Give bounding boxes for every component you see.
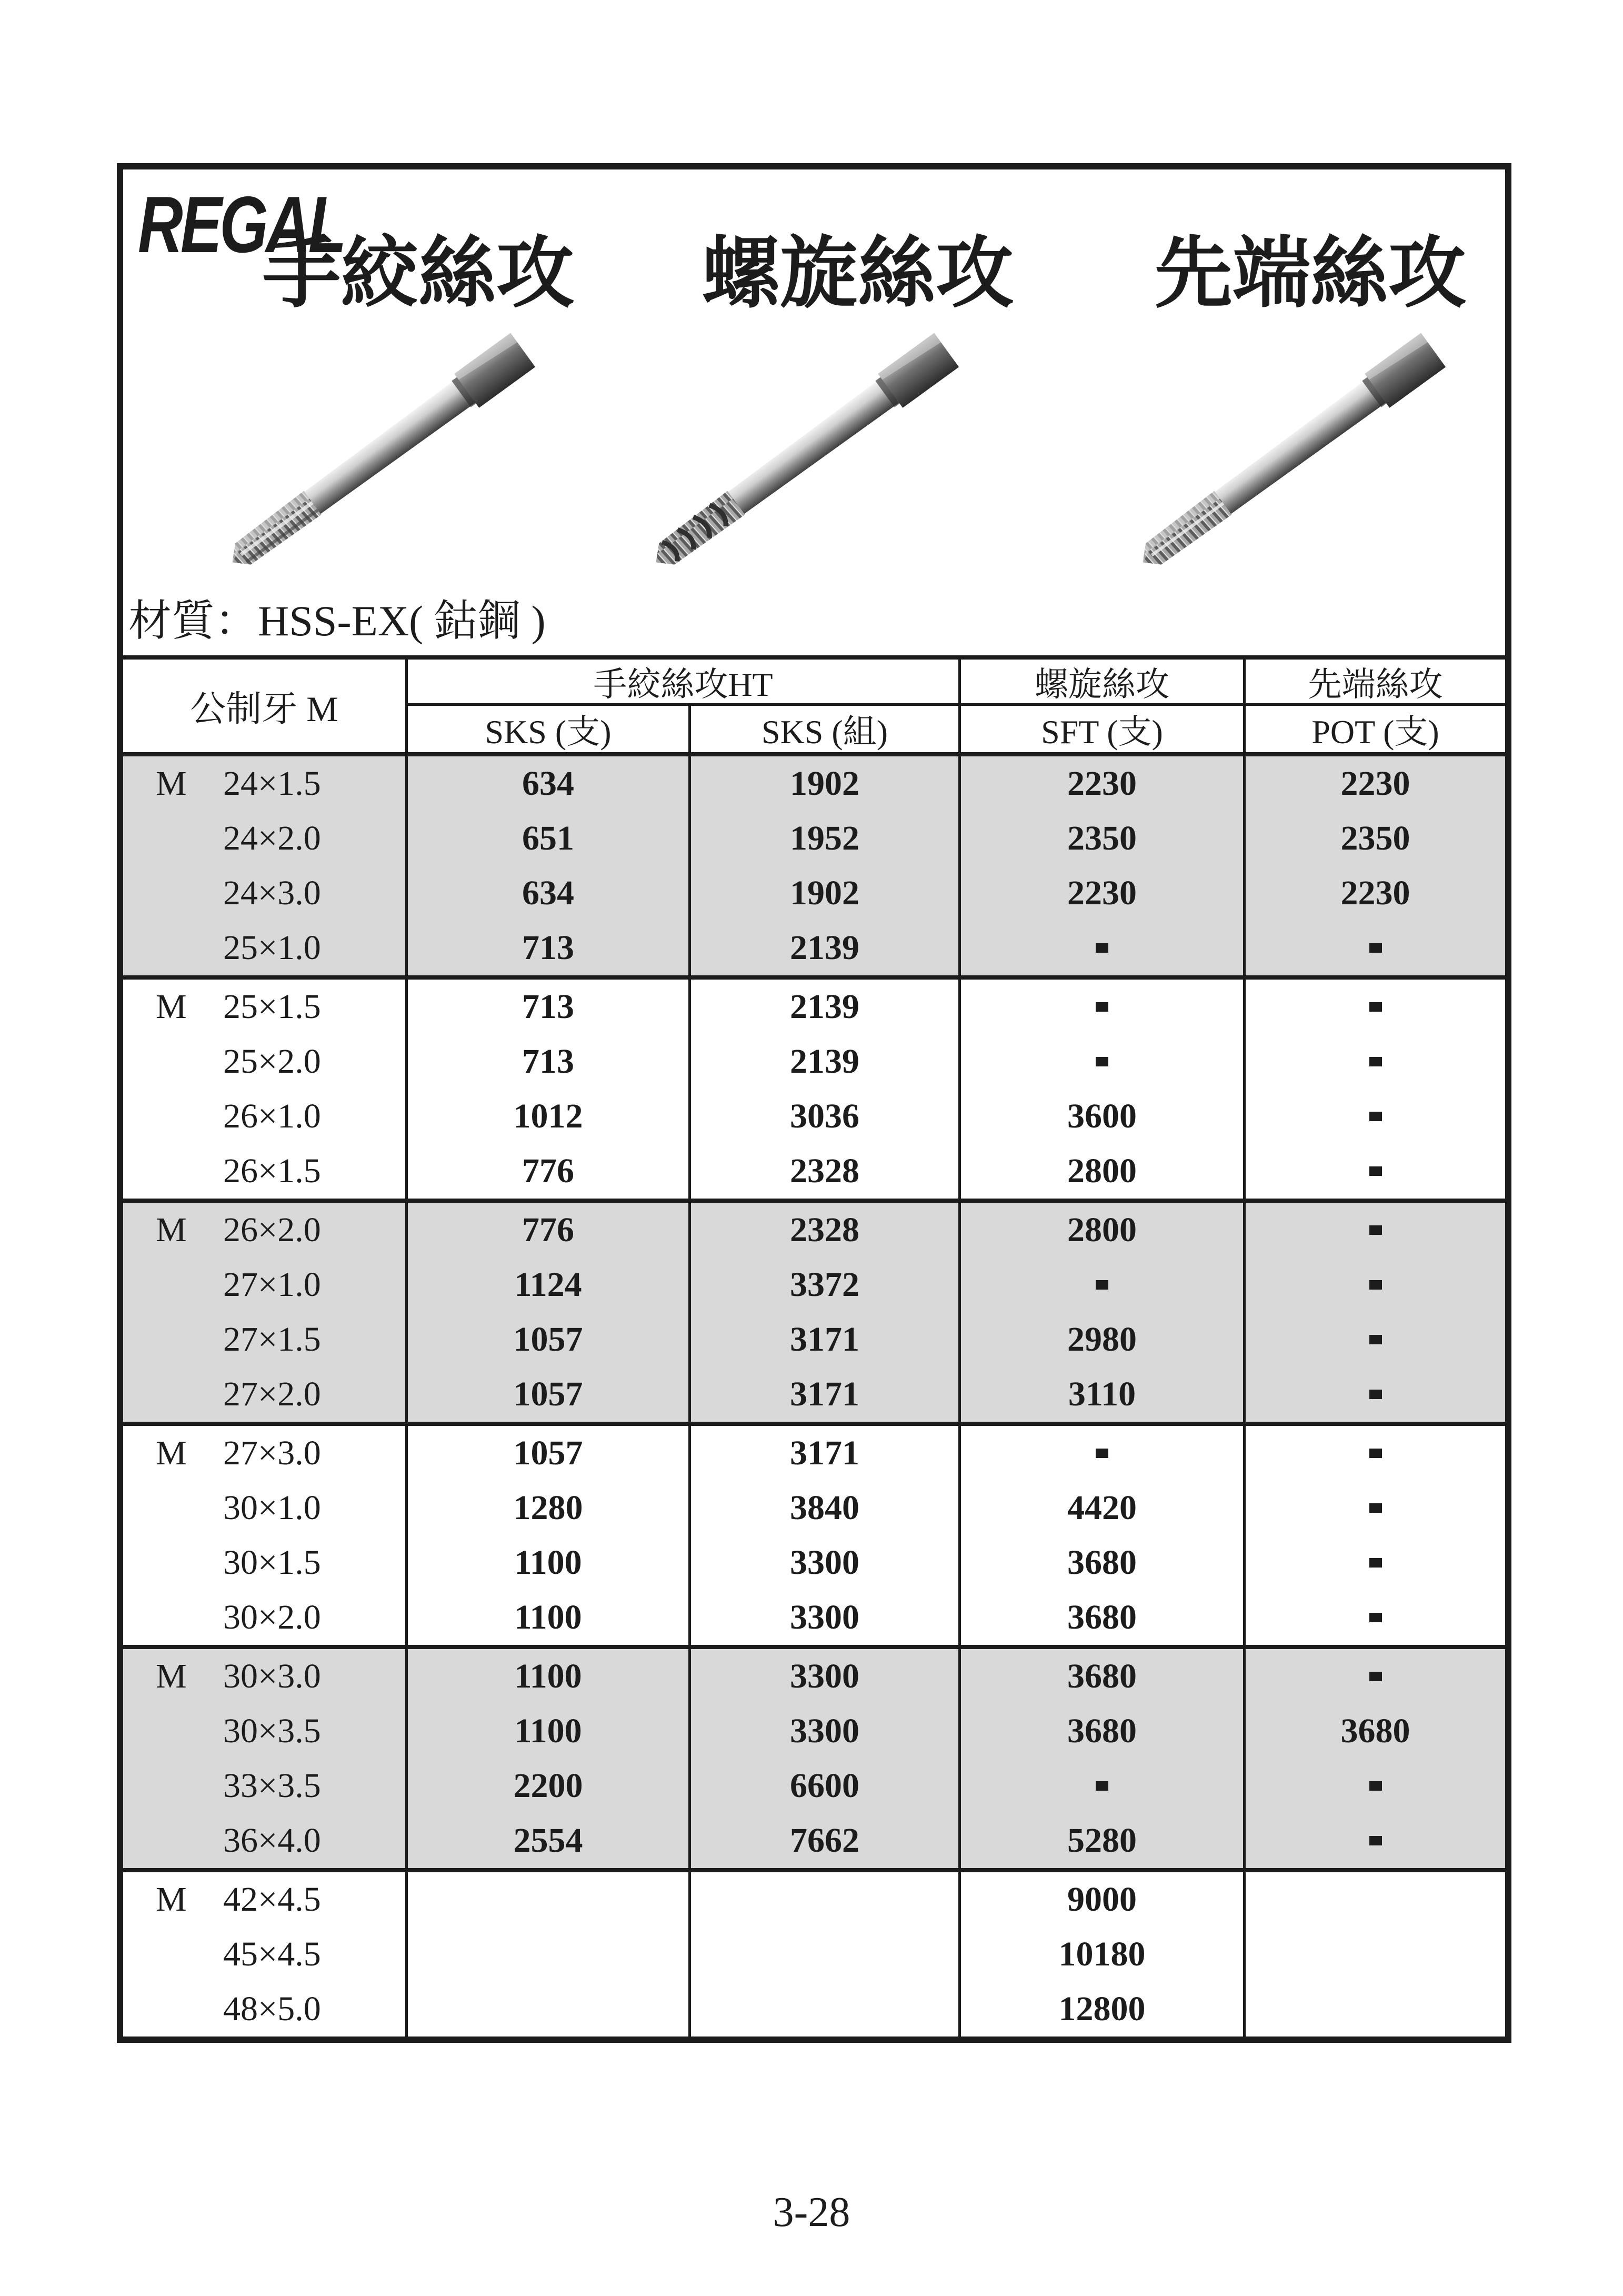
no-price-dash: [1096, 943, 1108, 953]
price-cell: [691, 1535, 958, 1590]
product-title-hand-tap: 手絞絲攻: [263, 231, 574, 317]
price-value: 2328: [790, 1211, 859, 1249]
price-cell: [691, 1649, 958, 1704]
price-value: 3680: [1067, 1657, 1137, 1695]
price-value: 2980: [1067, 1320, 1137, 1359]
size-cell: [123, 1312, 405, 1367]
pot-column: [1243, 1872, 1505, 2037]
col-header-sft-piece: SFT (支): [958, 706, 1243, 752]
price-cell: [961, 1982, 1243, 2037]
spiral-tap-photo: [616, 316, 995, 590]
size-value: 24×2.0: [223, 819, 321, 857]
no-price-dash: [1369, 1390, 1382, 1399]
size-cell: [123, 980, 405, 1034]
price-cell: [408, 980, 688, 1034]
size-value: 45×4.5: [223, 1935, 321, 1973]
price-cell: [961, 1034, 1243, 1089]
price-cell: [1246, 1089, 1505, 1144]
price-cell: [1246, 1144, 1505, 1199]
price-value: 3300: [790, 1712, 859, 1750]
price-value: 1100: [514, 1712, 582, 1750]
size-column: [123, 1426, 405, 1645]
price-cell: [961, 1312, 1243, 1367]
sks-piece-column: [405, 980, 688, 1199]
price-cell: [691, 1367, 958, 1422]
price-cell: [1246, 1704, 1505, 1759]
size-cell: [123, 1367, 405, 1422]
price-value: 3840: [790, 1489, 859, 1527]
price-cell: [691, 1872, 958, 1927]
size-cell: [123, 1813, 405, 1868]
sks-set-column: [688, 756, 958, 975]
size-value: 26×1.0: [223, 1097, 321, 1135]
price-cell: [691, 921, 958, 975]
price-value: 3680: [1067, 1543, 1137, 1582]
price-value: 3171: [790, 1434, 859, 1472]
price-cell: [961, 1481, 1243, 1535]
product-title-spiral-tap: 螺旋絲攻: [702, 231, 1014, 317]
price-cell: [961, 1426, 1243, 1481]
size-cell: [123, 866, 405, 921]
price-value: 1012: [513, 1097, 583, 1135]
price-cell: [1246, 1535, 1505, 1590]
price-cell: [1246, 811, 1505, 866]
price-cell: [961, 1089, 1243, 1144]
price-cell: [961, 1649, 1243, 1704]
price-value: 634: [522, 764, 574, 803]
size-column: [123, 980, 405, 1199]
table-body: [123, 752, 1505, 2037]
price-cell: [691, 1590, 958, 1645]
price-value: 5280: [1067, 1821, 1137, 1860]
price-value: 9000: [1067, 1880, 1137, 1919]
size-cell: [123, 1203, 405, 1257]
table-group-4: [123, 1422, 1505, 1645]
pot-column: [1243, 1203, 1505, 1422]
price-value: 713: [522, 929, 574, 967]
price-cell: [408, 1367, 688, 1422]
no-price-dash: [1369, 1335, 1382, 1344]
price-value: 634: [522, 874, 574, 912]
price-value: 1902: [790, 874, 859, 912]
price-cell: [1246, 1872, 1505, 1927]
size-cell: [123, 756, 405, 811]
size-column: [123, 1649, 405, 1868]
product-title-point-tap: 先端絲攻: [1155, 231, 1466, 317]
price-value: 2230: [1340, 764, 1410, 803]
no-price-dash: [1096, 1781, 1108, 1791]
price-value: 1124: [514, 1265, 582, 1304]
material-label: 材質：HSS-EX( 鈷鋼 ): [128, 597, 546, 645]
size-value: 24×1.5: [223, 764, 321, 803]
price-value: 1057: [513, 1320, 583, 1359]
table-group-3: [123, 1199, 1505, 1422]
sft-column: [958, 1649, 1243, 1868]
size-cell: [123, 1535, 405, 1590]
no-price-dash: [1369, 1449, 1382, 1458]
price-cell: [408, 1203, 688, 1257]
sft-column: [958, 1203, 1243, 1422]
size-cell: [123, 1927, 405, 1982]
size-cell: [123, 1257, 405, 1312]
price-value: 3300: [790, 1657, 859, 1695]
sks-piece-column: [405, 1872, 688, 2037]
metric-prefix: M: [156, 1211, 187, 1249]
price-value: 1100: [514, 1543, 582, 1582]
size-column: [123, 756, 405, 975]
price-value: 2230: [1067, 764, 1137, 803]
price-value: 2200: [513, 1766, 583, 1805]
sft-column: [958, 1426, 1243, 1645]
sks-set-column: [688, 1649, 958, 1868]
price-cell: [1246, 1312, 1505, 1367]
header-section: [123, 169, 1505, 655]
price-cell: [691, 1813, 958, 1868]
size-value: 48×5.0: [223, 1990, 321, 2028]
col-header-hand-tap-ht: 手絞絲攻HT: [405, 660, 958, 706]
price-value: 3110: [1068, 1375, 1136, 1413]
size-value: 30×2.0: [223, 1598, 321, 1636]
price-cell: [408, 1927, 688, 1982]
price-cell: [408, 1813, 688, 1868]
price-value: 1952: [790, 819, 859, 857]
size-value: 25×2.0: [223, 1042, 321, 1081]
price-cell: [1246, 1813, 1505, 1868]
price-cell: [691, 1203, 958, 1257]
price-value: 2139: [790, 1042, 859, 1081]
price-value: 6600: [790, 1766, 859, 1805]
price-value: 776: [522, 1211, 574, 1249]
price-cell: [961, 1535, 1243, 1590]
price-value: 2139: [790, 929, 859, 967]
price-cell: [691, 1089, 958, 1144]
content-frame: [117, 163, 1511, 2043]
no-price-dash: [1369, 1613, 1382, 1622]
price-cell: [408, 1872, 688, 1927]
price-value: 3680: [1067, 1712, 1137, 1750]
price-cell: [1246, 1034, 1505, 1089]
price-cell: [961, 1203, 1243, 1257]
price-value: 1100: [514, 1657, 582, 1695]
price-cell: [408, 1089, 688, 1144]
price-cell: [961, 1704, 1243, 1759]
size-cell: [123, 1481, 405, 1535]
sks-piece-column: [405, 1203, 688, 1422]
sks-piece-column: [405, 1649, 688, 1868]
no-price-dash: [1369, 1002, 1382, 1012]
col-header-point-tap: 先端絲攻: [1243, 660, 1505, 706]
size-value: 36×4.0: [223, 1821, 321, 1860]
pot-column: [1243, 980, 1505, 1199]
page-number: 3-28: [773, 2189, 850, 2235]
price-cell: [1246, 980, 1505, 1034]
price-cell: [408, 1426, 688, 1481]
price-value: 713: [522, 1042, 574, 1081]
col-header-spiral-tap: 螺旋絲攻: [958, 660, 1243, 706]
price-cell: [691, 1759, 958, 1813]
price-cell: [961, 1759, 1243, 1813]
col-header-sks-set: SKS (組): [688, 706, 958, 752]
price-table: [123, 655, 1505, 2037]
size-value: 27×3.0: [223, 1434, 321, 1472]
price-value: 3171: [790, 1375, 859, 1413]
col-header-sks-piece: SKS (支): [405, 706, 688, 752]
size-cell: [123, 1034, 405, 1089]
price-cell: [961, 1367, 1243, 1422]
no-price-dash: [1369, 1166, 1382, 1176]
price-cell: [691, 1704, 958, 1759]
size-value: 27×1.0: [223, 1265, 321, 1304]
price-cell: [691, 811, 958, 866]
price-value: 776: [522, 1152, 574, 1190]
price-value: 7662: [790, 1821, 859, 1860]
table-group-1: [123, 752, 1505, 975]
price-cell: [961, 921, 1243, 975]
no-price-dash: [1369, 1781, 1382, 1791]
price-cell: [691, 1257, 958, 1312]
price-cell: [691, 1144, 958, 1199]
price-cell: [691, 1481, 958, 1535]
price-cell: [691, 1927, 958, 1982]
size-cell: [123, 811, 405, 866]
size-value: 33×3.5: [223, 1766, 321, 1805]
size-value: 42×4.5: [223, 1880, 321, 1919]
price-cell: [1246, 1649, 1505, 1704]
price-value: 2230: [1067, 874, 1137, 912]
price-cell: [691, 756, 958, 811]
metric-prefix: M: [156, 1657, 187, 1695]
price-cell: [1246, 866, 1505, 921]
price-cell: [1246, 1203, 1505, 1257]
price-value: 2554: [513, 1821, 583, 1860]
table-group-5: [123, 1645, 1505, 1868]
price-value: 713: [522, 987, 574, 1026]
price-value: 2800: [1067, 1211, 1137, 1249]
metric-prefix: M: [156, 1880, 187, 1919]
price-cell: [408, 1034, 688, 1089]
no-price-dash: [1369, 1503, 1382, 1513]
price-cell: [961, 756, 1243, 811]
price-cell: [691, 1312, 958, 1367]
price-cell: [408, 1704, 688, 1759]
price-cell: [961, 811, 1243, 866]
price-cell: [408, 1535, 688, 1590]
size-value: 25×1.0: [223, 929, 321, 967]
price-cell: [408, 921, 688, 975]
price-value: 12800: [1058, 1990, 1146, 2028]
hand-tap-photo: [192, 316, 571, 590]
no-price-dash: [1096, 1002, 1108, 1012]
price-cell: [961, 1590, 1243, 1645]
price-cell: [408, 1144, 688, 1199]
sft-column: [958, 980, 1243, 1199]
col-header-metric-size: 公制牙 M: [190, 688, 338, 729]
price-cell: [1246, 1927, 1505, 1982]
price-cell: [691, 1034, 958, 1089]
sft-column: [958, 1872, 1243, 2037]
no-price-dash: [1369, 943, 1382, 953]
pot-column: [1243, 756, 1505, 975]
sks-piece-column: [405, 756, 688, 975]
pot-column: [1243, 1649, 1505, 1868]
price-value: 2350: [1067, 819, 1137, 857]
size-value: 27×2.0: [223, 1375, 321, 1413]
sks-piece-column: [405, 1426, 688, 1645]
no-price-dash: [1369, 1280, 1382, 1290]
price-cell: [961, 1927, 1243, 1982]
price-value: 1280: [513, 1489, 583, 1527]
price-cell: [408, 1759, 688, 1813]
no-price-dash: [1369, 1672, 1382, 1681]
size-cell: [123, 1426, 405, 1481]
price-cell: [1246, 1759, 1505, 1813]
price-value: 3036: [790, 1097, 859, 1135]
size-column: [123, 1872, 405, 2037]
price-value: 651: [522, 819, 574, 857]
price-cell: [408, 1481, 688, 1535]
price-cell: [408, 1590, 688, 1645]
price-value: 2328: [790, 1152, 859, 1190]
sks-set-column: [688, 1426, 958, 1645]
price-value: 2230: [1340, 874, 1410, 912]
price-value: 4420: [1067, 1489, 1137, 1527]
price-value: 3372: [790, 1265, 859, 1304]
size-value: 26×2.0: [223, 1211, 321, 1249]
price-cell: [1246, 1367, 1505, 1422]
price-cell: [691, 1426, 958, 1481]
price-cell: [408, 811, 688, 866]
size-cell: [123, 1089, 405, 1144]
price-value: 3680: [1340, 1712, 1410, 1750]
price-cell: [961, 1144, 1243, 1199]
price-value: 10180: [1058, 1935, 1146, 1973]
price-cell: [961, 866, 1243, 921]
size-value: 30×1.5: [223, 1543, 321, 1582]
sks-set-column: [688, 1872, 958, 2037]
price-cell: [961, 1257, 1243, 1312]
no-price-dash: [1369, 1558, 1382, 1568]
price-cell: [1246, 756, 1505, 811]
size-cell: [123, 1704, 405, 1759]
no-price-dash: [1096, 1280, 1108, 1290]
price-cell: [961, 1813, 1243, 1868]
price-cell: [1246, 1982, 1505, 2037]
price-value: 1902: [790, 764, 859, 803]
size-value: 30×3.0: [223, 1657, 321, 1695]
no-price-dash: [1096, 1449, 1108, 1458]
price-value: 3171: [790, 1320, 859, 1359]
point-tap-photo: [1103, 316, 1481, 590]
size-value: 26×1.5: [223, 1152, 321, 1190]
price-cell: [1246, 1257, 1505, 1312]
metric-prefix: M: [156, 1434, 187, 1472]
sft-column: [958, 756, 1243, 975]
price-value: 3680: [1067, 1598, 1137, 1636]
pot-column: [1243, 1426, 1505, 1645]
price-cell: [961, 980, 1243, 1034]
price-value: 2139: [790, 987, 859, 1026]
size-value: 24×3.0: [223, 874, 321, 912]
metric-prefix: M: [156, 987, 187, 1026]
price-cell: [408, 1312, 688, 1367]
price-value: 2350: [1340, 819, 1410, 857]
price-cell: [408, 1982, 688, 2037]
size-column: [123, 1203, 405, 1422]
price-cell: [408, 756, 688, 811]
no-price-dash: [1369, 1112, 1382, 1121]
size-value: 30×1.0: [223, 1489, 321, 1527]
no-price-dash: [1369, 1225, 1382, 1235]
size-value: 30×3.5: [223, 1712, 321, 1750]
table-group-2: [123, 975, 1505, 1199]
price-cell: [1246, 1426, 1505, 1481]
price-cell: [408, 866, 688, 921]
size-value: 25×1.5: [223, 987, 321, 1026]
price-cell: [1246, 1590, 1505, 1645]
col-header-pot-piece: POT (支): [1243, 706, 1505, 752]
price-value: 2800: [1067, 1152, 1137, 1190]
size-cell: [123, 1144, 405, 1199]
price-cell: [1246, 1481, 1505, 1535]
sks-set-column: [688, 1203, 958, 1422]
price-cell: [691, 866, 958, 921]
price-cell: [1246, 921, 1505, 975]
price-cell: [691, 1982, 958, 2037]
no-price-dash: [1369, 1057, 1382, 1066]
price-cell: [691, 980, 958, 1034]
table-group-6: [123, 1868, 1505, 2037]
size-cell: [123, 1649, 405, 1704]
size-cell: [123, 1982, 405, 2037]
price-cell: [408, 1649, 688, 1704]
size-value: 27×1.5: [223, 1320, 321, 1359]
price-value: 3600: [1067, 1097, 1137, 1135]
price-cell: [961, 1872, 1243, 1927]
no-price-dash: [1369, 1836, 1382, 1845]
metric-prefix: M: [156, 764, 187, 803]
price-value: 1100: [514, 1598, 582, 1636]
size-cell: [123, 1590, 405, 1645]
size-cell: [123, 921, 405, 975]
price-value: 3300: [790, 1598, 859, 1636]
table-header: [123, 660, 1505, 752]
size-cell: [123, 1759, 405, 1813]
brand-logo: REGAL: [138, 180, 344, 269]
price-value: 1057: [513, 1375, 583, 1413]
price-value: 1057: [513, 1434, 583, 1472]
size-cell: [123, 1872, 405, 1927]
no-price-dash: [1096, 1057, 1108, 1066]
price-cell: [408, 1257, 688, 1312]
price-value: 3300: [790, 1543, 859, 1582]
sks-set-column: [688, 980, 958, 1199]
